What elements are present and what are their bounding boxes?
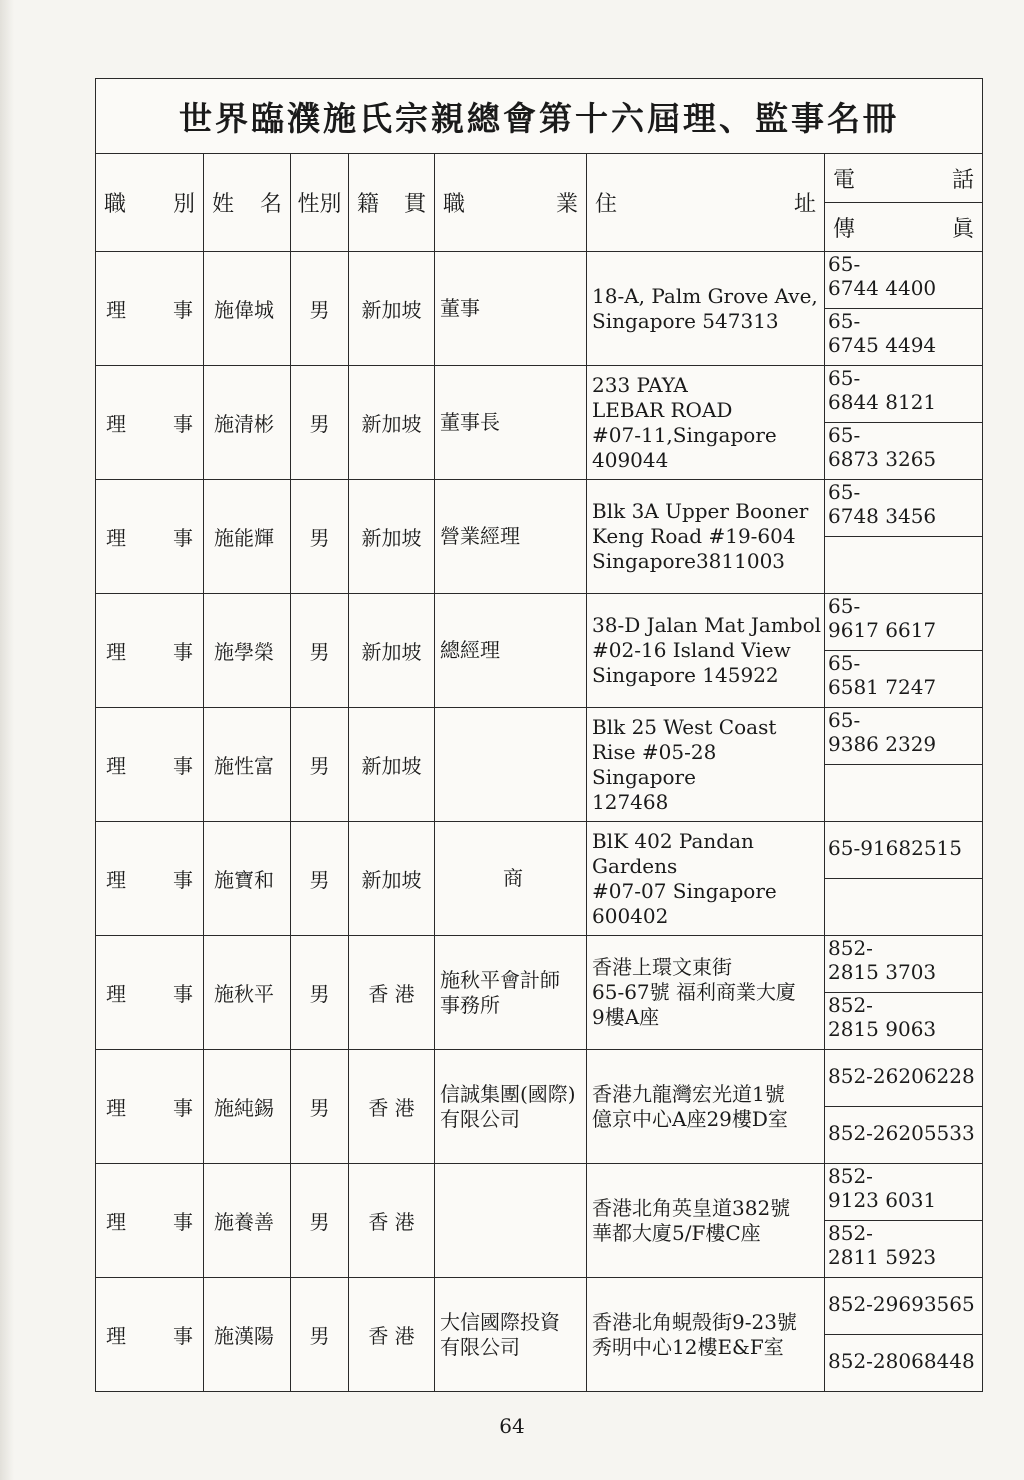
name-cell: 施學榮 [204, 594, 291, 708]
fax-cell: 65- 6873 3265 [825, 423, 983, 480]
fax-cell [825, 879, 983, 936]
fax-cell [825, 537, 983, 594]
role-cell: 理 事 [96, 594, 204, 708]
header-occupation: 職 業 [435, 154, 587, 252]
origin-cell: 新加坡 [349, 708, 435, 822]
header-name: 姓 名 [204, 154, 291, 252]
fax-cell: 852- 2815 9063 [825, 993, 983, 1050]
origin-cell: 新加坡 [349, 480, 435, 594]
table-row [96, 1278, 983, 1335]
header-fax: 傳 眞 [825, 203, 983, 252]
occupation-cell: 營業經理 [435, 480, 587, 594]
table-row [96, 822, 983, 879]
occupation-cell: 施秋平會計師 事務所 [435, 936, 587, 1050]
role-cell: 理 事 [96, 822, 204, 936]
phone-cell: 65- 6744 4400 [825, 252, 983, 309]
sex-cell: 男 [291, 1278, 349, 1392]
name-cell: 施秋平 [204, 936, 291, 1050]
phone-cell: 65- 9386 2329 [825, 708, 983, 765]
occupation-cell: 大信國際投資 有限公司 [435, 1278, 587, 1392]
phone-cell: 852-26206228 [825, 1050, 983, 1107]
address-cell: Blk 3A Upper Booner Keng Road #19-604 Singapore3811003 [587, 480, 825, 594]
role-cell: 理 事 [96, 1164, 204, 1278]
role-cell: 理 事 [96, 366, 204, 480]
phone-cell: 65- 6844 8121 [825, 366, 983, 423]
sex-cell: 男 [291, 480, 349, 594]
table-row [96, 936, 983, 993]
occupation-cell: 商 [435, 822, 587, 936]
sex-cell: 男 [291, 822, 349, 936]
header-origin: 籍 貫 [349, 154, 435, 252]
table-row [96, 1050, 983, 1107]
sex-cell: 男 [291, 1050, 349, 1164]
phone-cell: 65- 6748 3456 [825, 480, 983, 537]
role-cell: 理 事 [96, 936, 204, 1050]
occupation-cell: 信誠集團(國際) 有限公司 [435, 1050, 587, 1164]
address-cell: 38-D Jalan Mat Jambol #02-16 Island View Singapore 145922 [587, 594, 825, 708]
sex-cell: 男 [291, 936, 349, 1050]
page-number: 64 [499, 1414, 525, 1438]
header-address: 住 址 [587, 154, 825, 252]
table-row [96, 1164, 983, 1221]
occupation-cell: 董事長 [435, 366, 587, 480]
name-cell: 施偉城 [204, 252, 291, 366]
table-row [96, 252, 983, 309]
fax-cell: 65- 6581 7247 [825, 651, 983, 708]
name-cell: 施性富 [204, 708, 291, 822]
address-cell: 233 PAYA LEBAR ROAD #07-11,Singapore 409044 [587, 366, 825, 480]
fax-cell: 65- 6745 4494 [825, 309, 983, 366]
table-row [96, 708, 983, 765]
directory-table [95, 78, 983, 1392]
phone-cell: 852- 9123 6031 [825, 1164, 983, 1221]
role-cell: 理 事 [96, 708, 204, 822]
address-cell: Blk 25 West Coast Rise #05-28 Singapore 127468 [587, 708, 825, 822]
origin-cell: 新加坡 [349, 366, 435, 480]
phone-cell: 65-91682515 [825, 822, 983, 879]
origin-cell: 香 港 [349, 1278, 435, 1392]
address-cell: 香港九龍灣宏光道1號 億京中心A座29樓D室 [587, 1050, 825, 1164]
sex-cell: 男 [291, 366, 349, 480]
origin-cell: 香 港 [349, 1164, 435, 1278]
fax-cell: 852-26205533 [825, 1107, 983, 1164]
sex-cell: 男 [291, 594, 349, 708]
header-sex: 性別 [291, 154, 349, 252]
address-cell: 香港上環文東街 65-67號 福利商業大廈 9樓A座 [587, 936, 825, 1050]
header-role: 職 別 [96, 154, 204, 252]
table-row [96, 594, 983, 651]
fax-cell: 852-28068448 [825, 1335, 983, 1392]
header-phone: 電 話 [825, 154, 983, 203]
page-title: 世界臨濮施氏宗親總會第十六屆理、監事名冊 [96, 79, 983, 154]
role-cell: 理 事 [96, 252, 204, 366]
origin-cell: 香 港 [349, 936, 435, 1050]
table-row [96, 366, 983, 423]
name-cell: 施養善 [204, 1164, 291, 1278]
occupation-cell: 董事 [435, 252, 587, 366]
name-cell: 施清彬 [204, 366, 291, 480]
role-cell: 理 事 [96, 1050, 204, 1164]
sex-cell: 男 [291, 708, 349, 822]
origin-cell: 香 港 [349, 1050, 435, 1164]
name-cell: 施純錫 [204, 1050, 291, 1164]
occupation-cell: 總經理 [435, 594, 587, 708]
name-cell: 施能輝 [204, 480, 291, 594]
name-cell: 施寶和 [204, 822, 291, 936]
phone-cell: 852- 2815 3703 [825, 936, 983, 993]
phone-cell: 852-29693565 [825, 1278, 983, 1335]
address-cell: 香港北角英皇道382號 華都大廈5/F樓C座 [587, 1164, 825, 1278]
occupation-cell [435, 708, 587, 822]
role-cell: 理 事 [96, 1278, 204, 1392]
table-row [96, 480, 983, 537]
phone-cell: 65- 9617 6617 [825, 594, 983, 651]
fax-cell [825, 765, 983, 822]
sex-cell: 男 [291, 252, 349, 366]
origin-cell: 新加坡 [349, 252, 435, 366]
name-cell: 施漢陽 [204, 1278, 291, 1392]
address-cell: 18-A, Palm Grove Ave, Singapore 547313 [587, 252, 825, 366]
role-cell: 理 事 [96, 480, 204, 594]
page-binding-edge [0, 0, 14, 1480]
address-cell: BlK 402 Pandan Gardens #07-07 Singapore 600402 [587, 822, 825, 936]
sex-cell: 男 [291, 1164, 349, 1278]
address-cell: 香港北角蜆殼街9-23號 秀明中心12樓E&F室 [587, 1278, 825, 1392]
fax-cell: 852- 2811 5923 [825, 1221, 983, 1278]
origin-cell: 新加坡 [349, 822, 435, 936]
origin-cell: 新加坡 [349, 594, 435, 708]
occupation-cell [435, 1164, 587, 1278]
